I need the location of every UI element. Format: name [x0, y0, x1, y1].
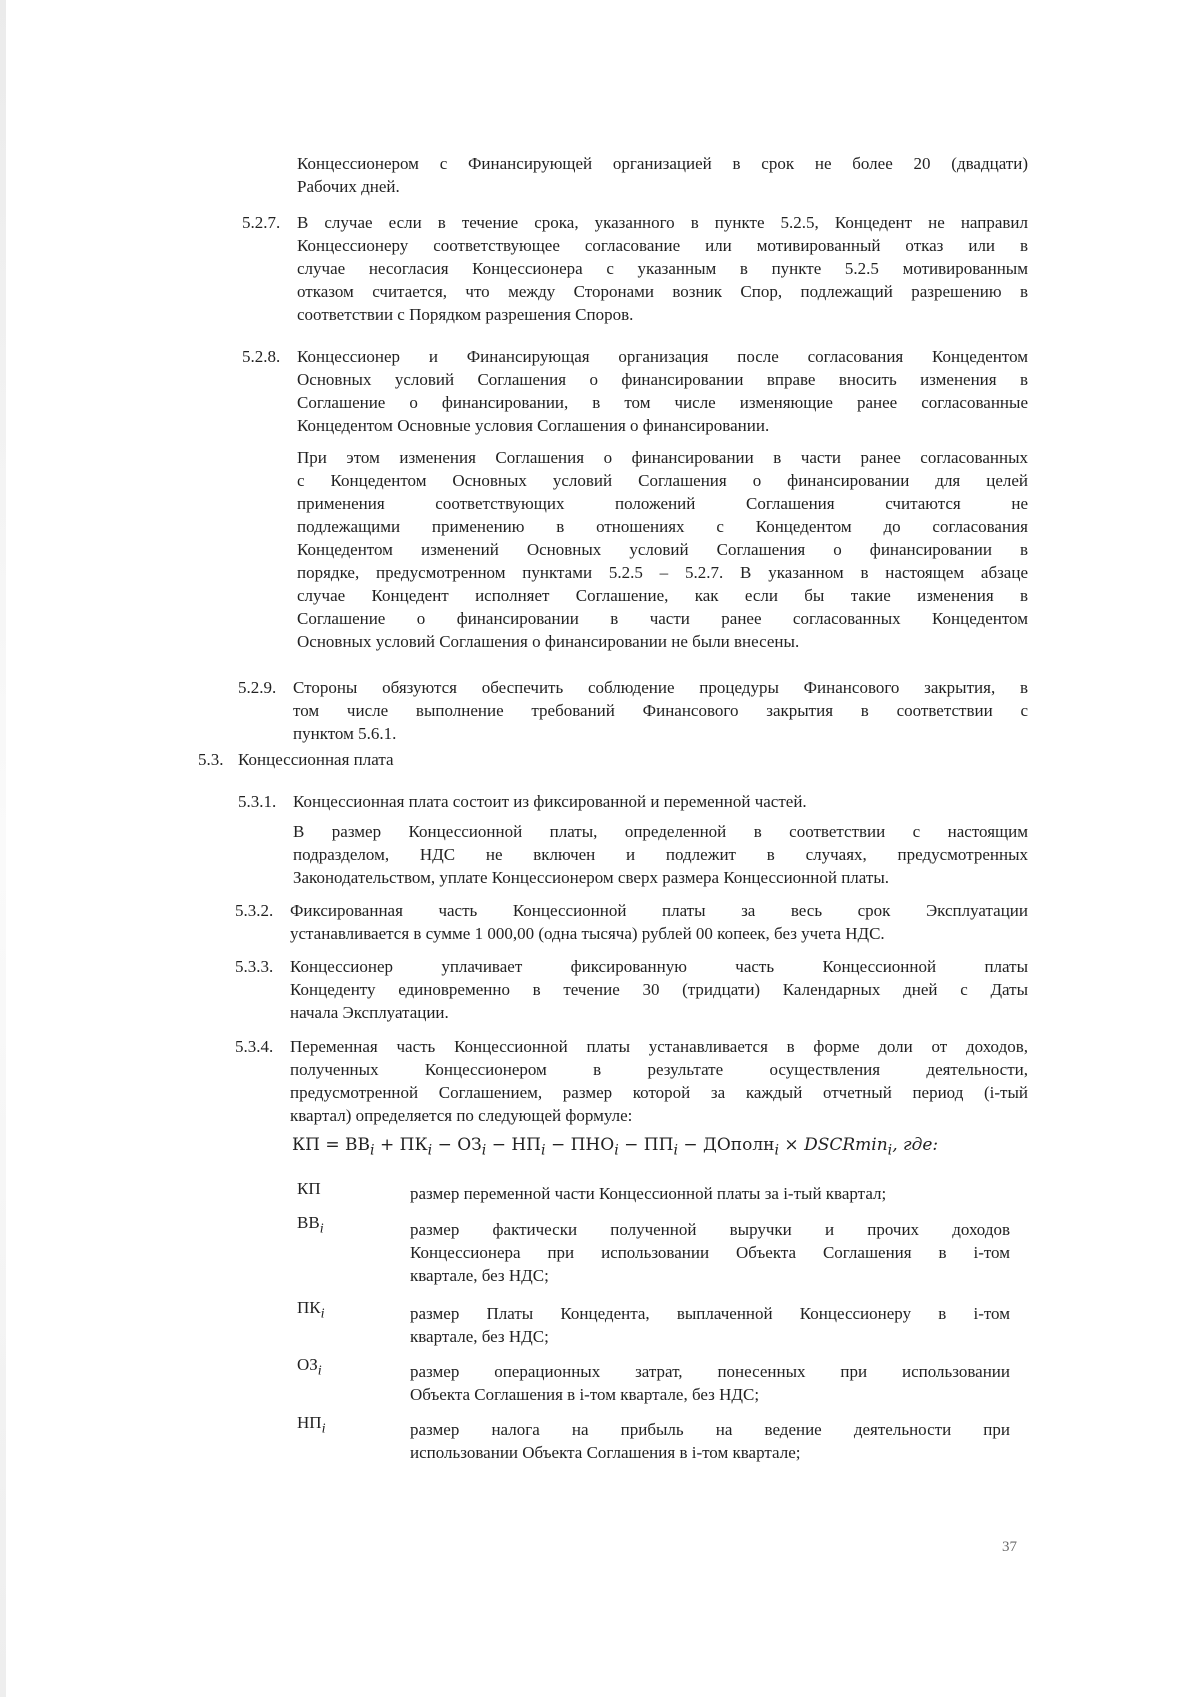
definition-term-vv [297, 1211, 387, 1240]
text-line: Концессионеру соответствующее согласование или мотивированный отказ или в [297, 236, 1028, 255]
clause-5-3-2-text [290, 899, 1028, 945]
formula-term: − ОЗ [437, 1135, 482, 1155]
text-line: Основных условий Соглашения о финансировании не были внесены. [297, 632, 800, 651]
formula-term: − НП [491, 1135, 541, 1155]
text-line: Соглашение о финансировании в части ранее согласованных Концедентом [297, 609, 1028, 628]
text-line: В случае если в течение срока, указанного в пункте 5.2.5, Концедент не направил [297, 213, 1028, 232]
text-line: Концедентом изменений Основных условий Соглашения о финансировании в [297, 540, 1028, 559]
term-subscript: i [317, 1362, 322, 1379]
clause-5-3-1-paragraph-2 [293, 820, 1028, 889]
text-line: размер налога на прибыль на ведение деятельности при [410, 1420, 1010, 1439]
page-number: 37 [1002, 1539, 1017, 1555]
term-text: КП [297, 1179, 321, 1198]
definition-vv [410, 1218, 1010, 1287]
text-line: Соглашение о финансировании, в том числе изменяющие ранее согласованные [297, 393, 1028, 412]
formula [292, 1134, 938, 1162]
definition-np [410, 1418, 1010, 1464]
text-line: квартале, без НДС; [410, 1266, 549, 1285]
term-text: ПК [297, 1298, 321, 1317]
clause-5-3-4-text [290, 1035, 1028, 1127]
formula-term: + ПК [379, 1135, 428, 1155]
clause-number-5-3-4: 5.3.4. [235, 1037, 274, 1056]
text-line: подлежащими применению в отношениях с Концедентом до согласования [297, 517, 1028, 536]
formula-subscript: i [614, 1142, 619, 1159]
definition-term-np [297, 1411, 387, 1440]
text-line: квартале, без НДС; [410, 1327, 549, 1346]
formula-end: , где: [892, 1135, 939, 1155]
text-line: порядке, предусмотренном пунктами 5.2.5 – 5.2.7. В указанном в настоящем абзаце [297, 563, 1028, 582]
text-line: Концессионера при использовании Объекта Соглашения в i-том [410, 1243, 1010, 1262]
clause-5-3-1-text [293, 790, 1028, 813]
text-line: размер операционных затрат, понесенных при использовании [410, 1362, 1010, 1381]
text-line: Фиксированная часть Концессионной платы за весь срок Эксплуатации [290, 901, 1028, 920]
text-line: случае несогласия Концессионера с указанным в пункте 5.2.5 мотивированным [297, 259, 1028, 278]
term-subscript: i [319, 1220, 324, 1237]
formula-term: − ПНО [550, 1135, 615, 1155]
text-line: устанавливается в сумме 1 000,00 (одна тысяча) рублей 00 копеек, без учета НДС. [290, 924, 885, 943]
definition-pk [410, 1302, 1010, 1348]
text-line: Переменная часть Концессионной платы устанавливается в форме доли от доходов, [290, 1037, 1028, 1056]
text-line: предусмотренной Соглашением, размер которой за каждый отчетный период (i-тый [290, 1083, 1028, 1102]
text-line: Законодательством, уплате Концессионером сверх размера Концессионной платы. [293, 868, 889, 887]
clause-number-5-2-8: 5.2.8. [242, 347, 281, 366]
clause-number-5-2-7: 5.2.7. [242, 213, 281, 232]
text-line: случае Концедент исполняет Соглашение, как если бы такие изменения в [297, 586, 1028, 605]
clause-5-2-9-text [293, 676, 1028, 745]
formula-subscript: i [370, 1142, 375, 1159]
clause-5-3-3-text [290, 955, 1028, 1024]
text-line: Концессионер уплачивает фиксированную часть Концессионной платы [290, 957, 1028, 976]
text-line: При этом изменения Соглашения о финансировании в части ранее согласованных [297, 448, 1028, 467]
clause-5-2-8-paragraph-2 [297, 446, 1028, 653]
term-text: ОЗ [297, 1355, 318, 1374]
formula-subscript: i [774, 1142, 780, 1159]
text-line: В размер Концессионной платы, определенной в соответствии с настоящим [293, 822, 1028, 841]
clause-number-5-2-9: 5.2.9. [238, 678, 277, 697]
text-line: Концессионер и Финансирующая организация после согласования Концедентом [297, 347, 1028, 366]
text-line: Основных условий Соглашения о финансировании вправе вносить изменения в [297, 370, 1028, 389]
section-title: Концессионная плата [238, 750, 394, 769]
formula-subscript: i [541, 1142, 546, 1159]
formula-lhs: КП = [292, 1135, 346, 1155]
term-text: НП [297, 1413, 322, 1432]
term-subscript: i [320, 1305, 325, 1322]
section-number-5-3: 5.3. [198, 750, 224, 769]
formula-term: − ДОполн [683, 1135, 775, 1155]
formula-subscript: i [887, 1142, 893, 1159]
text-line: Концедентом Основные условия Соглашения о финансировании. [297, 416, 770, 435]
text-line: соответствии с Порядком разрешения Споров. [297, 305, 634, 324]
clause-5-2-7-text [297, 211, 1028, 326]
text-line: квартал) определяется по следующей формуле: [290, 1106, 633, 1125]
text-line: размер фактически полученной выручки и прочих доходов [410, 1220, 1010, 1239]
text-line: Стороны обязуются обеспечить соблюдение процедуры Финансового закрытия, в [293, 678, 1028, 697]
formula-dscr: × DSCRmin [784, 1135, 888, 1155]
formula-term: ВВ [345, 1135, 371, 1155]
intro-line-1: Концессионером с Финансирующей организацией в срок не более 20 (двадцати) [297, 154, 1028, 173]
formula-subscript: i [481, 1142, 487, 1159]
clause-number-5-3-3: 5.3.3. [235, 957, 274, 976]
text-line: пунктом 5.6.1. [293, 724, 397, 743]
text-line: использовании Объекта Соглашения в i-том квартале; [410, 1443, 801, 1462]
formula-term: − ПП [624, 1135, 674, 1155]
clause-number-5-3-1: 5.3.1. [238, 792, 277, 811]
text-line: Концеденту единовременно в течение 30 (тридцати) Календарных дней с Даты [290, 980, 1028, 999]
text-line: том числе выполнение требований Финансового закрытия в соответствии с [293, 701, 1028, 720]
clause-5-2-8-text [297, 345, 1028, 437]
clause-number-5-3-2: 5.3.2. [235, 901, 274, 920]
text-line: подразделом, НДС не включен и подлежит в случаях, предусмотренных [293, 845, 1028, 864]
definition-kp [410, 1182, 1010, 1205]
definition-term-kp [297, 1177, 387, 1200]
text-line: применения соответствующих положений Соглашения считаются не [297, 494, 1028, 513]
text-line: размер переменной части Концессионной платы за i-тый квартал; [410, 1184, 887, 1203]
definition-term-pk [297, 1296, 387, 1325]
intro-line-2: Рабочих дней. [297, 177, 400, 196]
text-line: Концессионная плата состоит из фиксированной и переменной частей. [293, 792, 807, 811]
term-subscript: i [321, 1420, 326, 1437]
text-line: отказом считается, что между Сторонами возник Спор, подлежащий разрешению в [297, 282, 1028, 301]
text-line: начала Эксплуатации. [290, 1003, 449, 1022]
text-line: Объекта Соглашения в i-том квартале, без НДС; [410, 1385, 760, 1404]
formula-subscript: i [427, 1142, 433, 1159]
text-line: размер Платы Концедента, выплаченной Концессионеру в i-том [410, 1304, 1010, 1323]
definition-term-oz [297, 1353, 387, 1382]
definition-oz [410, 1360, 1010, 1406]
text-line: полученных Концессионером в результате осуществления деятельности, [290, 1060, 1028, 1079]
formula-subscript: i [673, 1142, 678, 1159]
term-text: ВВ [297, 1213, 320, 1232]
text-line: с Концедентом Основных условий Соглашения о финансировании для целей [297, 471, 1028, 490]
